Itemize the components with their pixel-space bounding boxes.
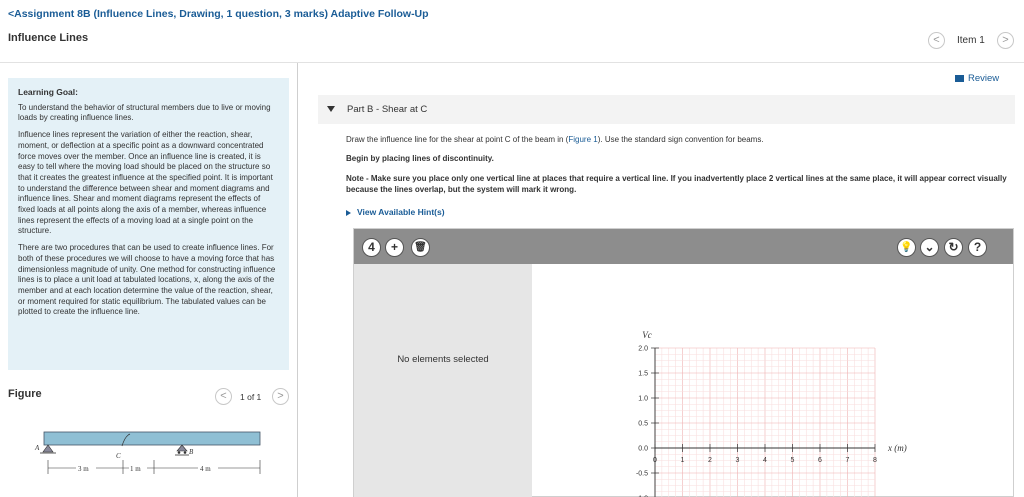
x-tick-label: 5 xyxy=(790,457,795,464)
figure-next-button[interactable]: > xyxy=(272,388,289,405)
header-divider xyxy=(0,62,1024,63)
line-tool-icon[interactable]: 4 xyxy=(362,238,381,257)
y-tick-label: -0.5 xyxy=(635,470,648,478)
assignment-breadcrumb-link[interactable]: <Assignment 8B (Influence Lines, Drawing, 1 question, 3 marks) Adaptive Follow-Up xyxy=(8,8,429,20)
y-axis-label: Vc xyxy=(642,330,652,340)
review-link[interactable] xyxy=(955,73,999,84)
label-b: B xyxy=(189,448,194,456)
part-title xyxy=(347,104,427,115)
add-icon[interactable]: + xyxy=(385,238,404,257)
figure-pager: 1 of 1 xyxy=(240,392,262,402)
dim-4m: 4 m xyxy=(200,465,211,473)
influence-line-plot[interactable] xyxy=(533,264,1014,497)
y-tick-label: 0.5 xyxy=(638,420,648,428)
reset-icon[interactable]: ↻ xyxy=(944,238,963,257)
instruction-text xyxy=(346,134,764,145)
x-tick-label: 7 xyxy=(845,457,850,464)
y-tick-label: 2.0 xyxy=(638,345,648,353)
hint-caret-icon xyxy=(346,210,351,216)
figure-link[interactable]: Figure 1 xyxy=(568,135,598,144)
label-c: C xyxy=(116,452,121,460)
view-hints-button[interactable] xyxy=(346,207,445,217)
x-tick-label: 4 xyxy=(763,457,767,464)
beam-figure xyxy=(34,428,274,497)
pin-support-a xyxy=(43,445,53,452)
drawing-tool xyxy=(353,228,1014,497)
dim-1m: 1 m xyxy=(130,465,141,473)
x-axis-label: x (m) xyxy=(888,443,907,453)
dropdown-chevron-icon[interactable]: ⌄ xyxy=(920,238,939,257)
prev-item-button[interactable]: < xyxy=(928,32,945,49)
begin-text: Begin by placing lines of discontinuity. xyxy=(346,154,494,163)
tool-toolbar xyxy=(354,229,1013,264)
part-prefix: Part B xyxy=(347,104,374,115)
goal-paragraph: Influence lines represent the variation of either the reaction, shear, moment, or deflection at a specific point as a downward concentrated force moves over the member. Once an influence line is created, it is easy to tell where the moving load should be placed on the structure so that it creates the greatest influence at the specified point. It is important to understand the difference between shear and moment diagrams and influence lines. Shear and moment diagrams represent the effects of fixed loads at all points along the axis of a member, whereas influence lines represent the effects of a moving load at a single point on the structure. xyxy=(18,130,273,236)
figure-prev-button[interactable]: < xyxy=(215,388,232,405)
instruction-pre: Draw the influence line for the shear at point C of the beam in ( xyxy=(346,135,569,144)
no-selection-text: No elements selected xyxy=(397,354,489,365)
learning-goal-panel xyxy=(8,78,289,370)
instruction-post: ). Use the standard sign convention for beams. xyxy=(597,135,764,144)
next-item-button[interactable]: > xyxy=(997,32,1014,49)
label-a: A xyxy=(35,444,40,452)
collapse-caret-icon[interactable] xyxy=(327,106,335,112)
review-icon xyxy=(955,75,964,82)
figure-title: Figure xyxy=(8,388,42,400)
goal-paragraph: To understand the behavior of structural members due to live or moving loads by creating influence lines. xyxy=(18,102,271,123)
dim-3m: 3 m xyxy=(78,465,89,473)
header xyxy=(0,0,1024,62)
beam xyxy=(44,432,260,445)
roller-support-b xyxy=(177,445,187,451)
x-tick-label: 6 xyxy=(818,457,822,464)
x-tick-label: 8 xyxy=(873,457,877,464)
topic-title: Influence Lines xyxy=(8,32,89,44)
review-label: Review xyxy=(968,73,1000,84)
note-text: Note - Make sure you place only one vertical line at places that require a vertical line. If you inadvertently place 2 vertical lines at the same place, it will appear correct visually because the lines overlap, but the system will mark it wrong. xyxy=(346,174,1007,194)
delete-icon[interactable]: 🗑 xyxy=(411,238,430,257)
learning-goal-title: Learning Goal: xyxy=(18,87,78,97)
y-tick-label: 0.0 xyxy=(638,445,648,453)
part-name: - Shear at C xyxy=(373,104,428,115)
hint-label: View Available Hint(s) xyxy=(357,207,445,217)
column-divider xyxy=(297,63,298,497)
selection-panel xyxy=(354,264,532,497)
hint-bulb-icon[interactable]: 💡 xyxy=(897,238,916,257)
goal-paragraph: There are two procedures that can be used to create influence lines. For both of these procedures we will choose to have a moving force that has dimensionless magnitude of unity. One method for constructing influence lines is to place a unit load at tabulated locations, x, along the axis of the member and at each location determine the value of the reaction, shear, or moment required for static equilibrium. The tabulated values can be plotted to create the influence line. xyxy=(18,243,276,317)
help-icon[interactable]: ? xyxy=(968,238,987,257)
y-tick-label: 1.5 xyxy=(638,370,648,378)
x-tick-label: 2 xyxy=(708,457,712,464)
x-tick-label: 3 xyxy=(735,457,740,464)
item-label: Item 1 xyxy=(957,35,985,46)
y-tick-label: 1.0 xyxy=(638,395,648,403)
x-tick-label: 1 xyxy=(680,457,685,464)
x-tick-label: 0 xyxy=(653,457,657,464)
